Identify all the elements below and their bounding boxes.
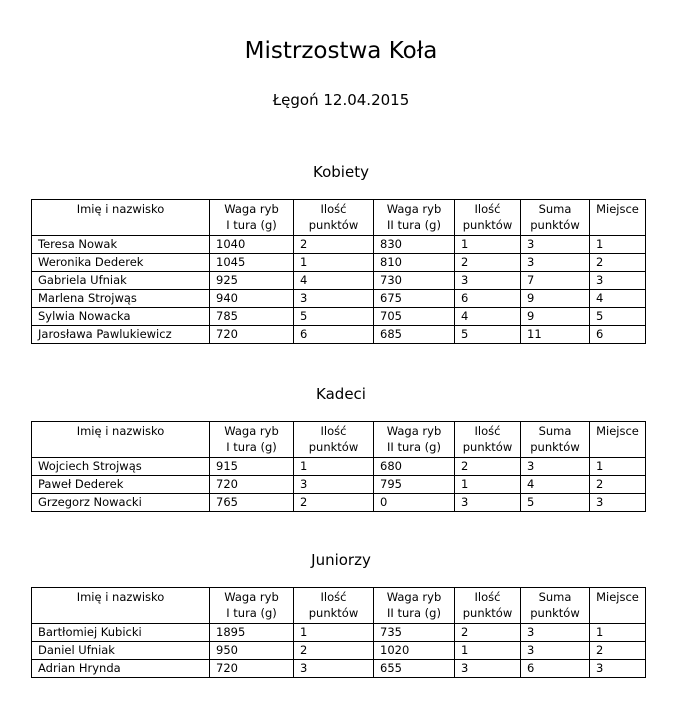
col-header-points-round1-line: Ilość <box>320 202 347 216</box>
cell-place: 1 <box>590 458 646 476</box>
table-row <box>32 254 646 272</box>
cell-points-sum: 3 <box>521 642 590 660</box>
cell-place: 4 <box>590 290 646 308</box>
cell-points-sum: 6 <box>521 660 590 678</box>
cell-weight-round1: 915 <box>210 458 294 476</box>
col-header-place: Miejsce <box>590 588 646 624</box>
cell-weight-round1: 720 <box>210 660 294 678</box>
cell-points-round2: 4 <box>455 308 521 326</box>
col-header-points-round1 <box>294 422 374 458</box>
event-location-date: Łęgoń 12.04.2015 <box>272 91 410 109</box>
cell-points-round1: 2 <box>294 642 374 660</box>
cell-points-round2: 2 <box>455 458 521 476</box>
col-header-weight-round1-line: I tura (g) <box>226 218 277 232</box>
cell-name: Wojciech Strojwąs <box>32 458 210 476</box>
table-row <box>32 290 646 308</box>
col-header-name: Imię i nazwisko <box>32 200 210 236</box>
col-header-weight-round2-line: Waga ryb <box>386 202 442 216</box>
cell-points-round2: 1 <box>455 236 521 254</box>
col-header-points-round1 <box>294 200 374 236</box>
cell-name: Bartłomiej Kubicki <box>32 624 210 642</box>
col-header-weight-round1-line: I tura (g) <box>226 440 277 454</box>
cell-weight-round2: 675 <box>374 290 455 308</box>
col-header-weight-round1-line: Waga ryb <box>224 424 279 438</box>
cell-weight-round2: 830 <box>374 236 455 254</box>
table-row <box>32 458 646 476</box>
header-row <box>32 200 646 236</box>
col-header-points-sum-line: punktów <box>530 218 580 232</box>
table-row <box>32 326 646 344</box>
table-body <box>32 236 646 344</box>
cell-points-round1: 2 <box>294 494 374 512</box>
cell-points-sum: 7 <box>521 272 590 290</box>
cell-weight-round2: 810 <box>374 254 455 272</box>
cell-points-round2: 3 <box>455 494 521 512</box>
cell-place: 3 <box>590 660 646 678</box>
cell-points-round2: 5 <box>455 326 521 344</box>
col-header-points-round1-line: punktów <box>308 218 359 232</box>
cell-weight-round1: 950 <box>210 642 294 660</box>
table-row <box>32 660 646 678</box>
cell-points-round1: 3 <box>294 290 374 308</box>
col-header-weight-round2 <box>374 422 455 458</box>
cell-name: Daniel Ufniak <box>32 642 210 660</box>
col-header-points-sum-line: Suma <box>538 202 572 216</box>
col-header-points-sum-line: Suma <box>538 590 572 604</box>
cell-points-round1: 1 <box>294 624 374 642</box>
results-table-juniorzy <box>31 587 646 678</box>
col-header-place: Miejsce <box>590 200 646 236</box>
cell-points-round1: 1 <box>294 254 374 272</box>
section-title-kobiety: Kobiety <box>313 163 369 181</box>
col-header-place: Miejsce <box>590 422 646 458</box>
col-header-points-sum <box>521 200 590 236</box>
cell-points-round1: 5 <box>294 308 374 326</box>
cell-points-round2: 6 <box>455 290 521 308</box>
cell-name: Sylwia Nowacka <box>32 308 210 326</box>
cell-weight-round1: 1045 <box>210 254 294 272</box>
col-header-weight-round2-line: Waga ryb <box>386 590 442 604</box>
col-header-points-round2-line: punktów <box>462 440 513 454</box>
col-header-points-sum <box>521 588 590 624</box>
cell-place: 6 <box>590 326 646 344</box>
cell-place: 1 <box>590 236 646 254</box>
col-header-weight-round2-line: II tura (g) <box>387 218 441 232</box>
cell-weight-round2: 730 <box>374 272 455 290</box>
col-header-points-round2-line: punktów <box>462 218 513 232</box>
cell-points-round1: 4 <box>294 272 374 290</box>
col-header-weight-round1-line: Waga ryb <box>224 590 279 604</box>
cell-name: Gabriela Ufniak <box>32 272 210 290</box>
col-header-weight-round2-line: II tura (g) <box>387 440 441 454</box>
cell-place: 2 <box>590 476 646 494</box>
col-header-points-sum <box>521 422 590 458</box>
col-header-points-round1-line: Ilość <box>320 424 347 438</box>
cell-points-sum: 3 <box>521 458 590 476</box>
results-table-kobiety <box>31 199 646 344</box>
cell-weight-round2: 705 <box>374 308 455 326</box>
col-header-points-round2 <box>455 422 521 458</box>
cell-points-round1: 1 <box>294 458 374 476</box>
cell-name: Teresa Nowak <box>32 236 210 254</box>
cell-name: Adrian Hrynda <box>32 660 210 678</box>
col-header-weight-round1-line: Waga ryb <box>224 202 279 216</box>
col-header-points-round2 <box>455 200 521 236</box>
cell-place: 2 <box>590 254 646 272</box>
col-header-points-round1-line: Ilość <box>320 590 347 604</box>
cell-place: 1 <box>590 624 646 642</box>
cell-points-sum: 4 <box>521 476 590 494</box>
cell-points-round2: 2 <box>455 254 521 272</box>
cell-weight-round2: 0 <box>374 494 455 512</box>
cell-weight-round1: 720 <box>210 326 294 344</box>
col-header-points-round2-line: Ilość <box>474 590 501 604</box>
table-header <box>32 200 646 236</box>
cell-points-round1: 3 <box>294 476 374 494</box>
cell-weight-round1: 925 <box>210 272 294 290</box>
cell-weight-round1: 785 <box>210 308 294 326</box>
cell-weight-round1: 940 <box>210 290 294 308</box>
cell-points-sum: 3 <box>521 254 590 272</box>
cell-points-round2: 3 <box>455 660 521 678</box>
table-row <box>32 494 646 512</box>
cell-points-sum: 11 <box>521 326 590 344</box>
col-header-weight-round1 <box>210 200 294 236</box>
col-header-points-round2-line: punktów <box>462 606 513 620</box>
table-body <box>32 624 646 678</box>
cell-points-round2: 1 <box>455 642 521 660</box>
table-header <box>32 422 646 458</box>
cell-weight-round2: 1020 <box>374 642 455 660</box>
table-header <box>32 588 646 624</box>
col-header-points-round2-line: Ilość <box>474 424 501 438</box>
cell-points-sum: 9 <box>521 290 590 308</box>
header-row <box>32 588 646 624</box>
cell-points-sum: 9 <box>521 308 590 326</box>
col-header-points-round1-line: punktów <box>308 606 359 620</box>
col-header-points-round2 <box>455 588 521 624</box>
cell-name: Grzegorz Nowacki <box>32 494 210 512</box>
header-row <box>32 422 646 458</box>
cell-points-round1: 3 <box>294 660 374 678</box>
col-header-name: Imię i nazwisko <box>32 588 210 624</box>
col-header-points-sum-line: punktów <box>530 440 580 454</box>
col-header-points-round1 <box>294 588 374 624</box>
cell-name: Paweł Dederek <box>32 476 210 494</box>
col-header-name: Imię i nazwisko <box>32 422 210 458</box>
cell-weight-round2: 685 <box>374 326 455 344</box>
cell-points-round2: 3 <box>455 272 521 290</box>
col-header-points-round1-line: punktów <box>308 440 359 454</box>
cell-points-round2: 1 <box>455 476 521 494</box>
cell-weight-round1: 1895 <box>210 624 294 642</box>
cell-place: 3 <box>590 272 646 290</box>
table-row <box>32 272 646 290</box>
cell-points-round1: 2 <box>294 236 374 254</box>
cell-weight-round2: 735 <box>374 624 455 642</box>
cell-weight-round2: 795 <box>374 476 455 494</box>
table-body <box>32 458 646 512</box>
cell-points-sum: 3 <box>521 236 590 254</box>
cell-name: Weronika Dederek <box>32 254 210 272</box>
cell-weight-round2: 655 <box>374 660 455 678</box>
cell-weight-round1: 720 <box>210 476 294 494</box>
col-header-points-round2-line: Ilość <box>474 202 501 216</box>
col-header-weight-round2 <box>374 588 455 624</box>
cell-points-sum: 3 <box>521 624 590 642</box>
col-header-weight-round1-line: I tura (g) <box>226 606 277 620</box>
cell-place: 5 <box>590 308 646 326</box>
col-header-points-sum-line: Suma <box>538 424 572 438</box>
cell-name: Jarosława Pawlukiewicz <box>32 326 210 344</box>
cell-points-sum: 5 <box>521 494 590 512</box>
cell-weight-round2: 680 <box>374 458 455 476</box>
results-table-kadeci <box>31 421 646 512</box>
table-row <box>32 624 646 642</box>
col-header-weight-round2-line: Waga ryb <box>386 424 442 438</box>
section-title-kadeci: Kadeci <box>316 385 366 403</box>
table-row <box>32 236 646 254</box>
col-header-weight-round1 <box>210 422 294 458</box>
cell-points-round2: 2 <box>455 624 521 642</box>
col-header-weight-round1 <box>210 588 294 624</box>
document-title: Mistrzostwa Koła <box>244 38 438 64</box>
col-header-weight-round2-line: II tura (g) <box>387 606 441 620</box>
table-row <box>32 308 646 326</box>
cell-place: 2 <box>590 642 646 660</box>
table-row <box>32 476 646 494</box>
cell-points-round1: 6 <box>294 326 374 344</box>
cell-weight-round1: 765 <box>210 494 294 512</box>
table-row <box>32 642 646 660</box>
cell-place: 3 <box>590 494 646 512</box>
section-title-juniorzy: Juniorzy <box>311 551 371 569</box>
col-header-points-sum-line: punktów <box>530 606 580 620</box>
col-header-weight-round2 <box>374 200 455 236</box>
cell-name: Marlena Strojwąs <box>32 290 210 308</box>
cell-weight-round1: 1040 <box>210 236 294 254</box>
